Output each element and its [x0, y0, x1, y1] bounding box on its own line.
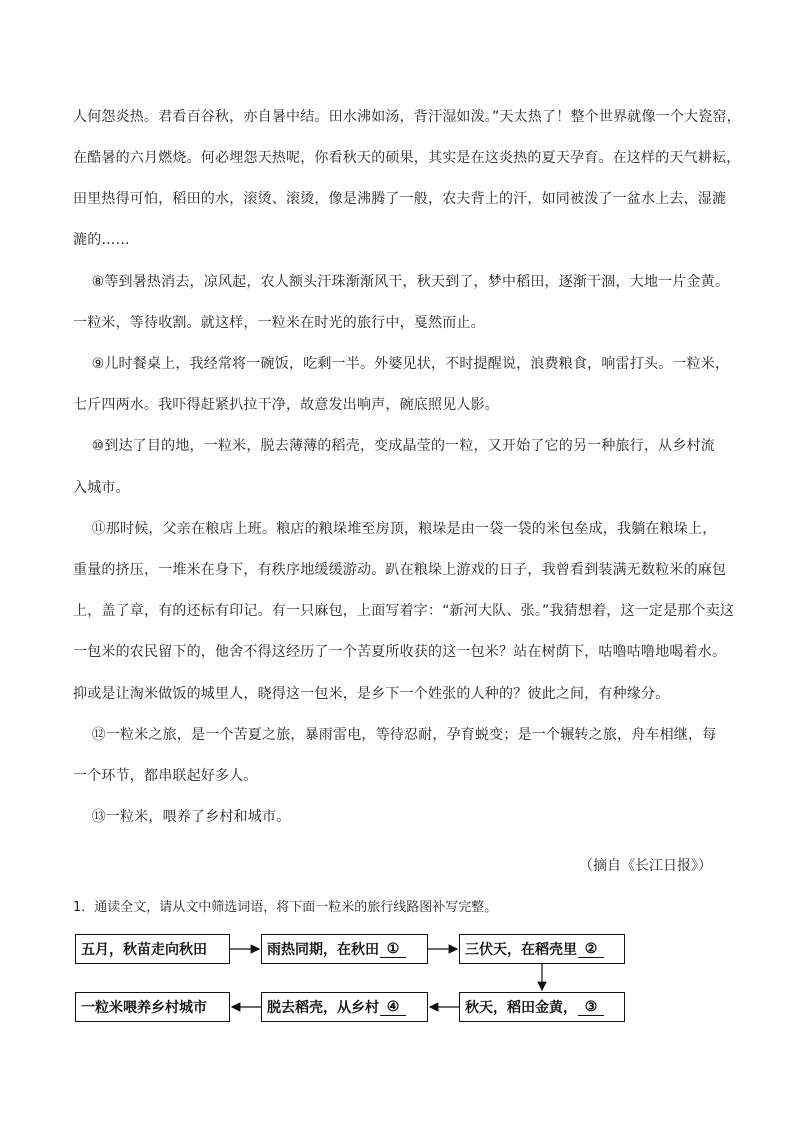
fill-blank-4[interactable]: ④	[380, 999, 406, 1016]
article-source: （摘自《长江日报》）	[579, 858, 712, 874]
flow-box-label: 五月，秋苗走向秋田	[81, 942, 207, 958]
article-line: ⑧等到暑热消去，凉风起，农人额头汗珠渐渐风干，秋天到了，梦中稻田，逐渐干涸，大地一片金黄。	[73, 274, 730, 290]
flow-box-label: 脱去稻壳，从乡村	[267, 1000, 379, 1016]
article-line: ⑪那时候，父亲在粮店上班。粮店的粮垛堆至房顶，粮垛是由一袋一袋的米包垒成，我躺在粮垛上，	[73, 521, 717, 537]
article-line: 七斤四两水。我吓得赶紧扒拉干净，故意发出响声，碗底照见人影。	[73, 397, 499, 413]
article-line: 一粒米，等待收割。就这样，一粒米在时光的旅行中，戛然而止。	[73, 315, 485, 331]
article-line: 漉的……	[73, 232, 130, 248]
article-line: 上，盖了章，有的还标有印记。有一只麻包，上面写着字：“新河大队、张。”我猜想着，这一定是那个卖这	[73, 603, 735, 619]
flow-box-label: 三伏天，在稻壳里	[465, 942, 577, 958]
article-line: ⑩到达了目的地，一粒米，脱去薄薄的稻壳，变成晶莹的一粒，又开始了它的另一种旅行，从乡村流	[73, 438, 715, 454]
article-line: 人何怨炎热。君看百谷秋，亦自暑中结。田水沸如汤，背汗湿如泼。”天太热了！整个世界就像一个大瓷窑，	[73, 109, 741, 125]
article-line: 一个环节，都串联起好多人。	[73, 768, 258, 784]
article-line: 田里热得可怕，稻田的水，滚烫、滚烫，像是沸腾了一般，农夫背上的汗，如同被泼了一盆水上去，湿漉	[73, 191, 727, 207]
flow-box-label: 一粒米喂养乡村城市	[81, 1000, 207, 1016]
article-line: 入城市。	[73, 480, 130, 496]
article-line: 重量的挤压，一堆米在身下，有秩序地缓缓游动。趴在粮垛上游戏的日子，我曾看到装满无数粒米的麻包	[73, 562, 727, 578]
fill-blank-3[interactable]: ③	[578, 999, 604, 1016]
flow-box-label: 秋天，稻田金黄，	[465, 1000, 577, 1016]
flow-box-label: 雨热同期，在秋田	[267, 942, 379, 958]
article-line: 在酷暑的六月燃烧。何必埋怨天热呢，你看秋天的硕果，其实是在这炎热的夏天孕育。在这样的天气耕耘，	[73, 150, 741, 166]
fill-blank-1[interactable]: ①	[380, 941, 406, 958]
article-line: 一包米的农民留下的，他舍不得这经历了一个苦夏所收获的这一包米？站在树荫下，咕噜咕噜地喝着水。	[73, 644, 727, 660]
article-line: ⑨儿时餐桌上，我经常将一碗饭，吃剩一半。外婆见状，不时提醒说，浪费粮食，响雷打头。一粒米，	[73, 356, 730, 372]
article-line: ⑫一粒米之旅，是一个苦夏之旅，暴雨雷电，等待忍耐，孕育蜕变；是一个辗转之旅，舟车相继，每	[73, 727, 717, 743]
article-line: 抑或是让淘米做饭的城里人，晓得这一包米，是乡下一个姓张的人种的？彼此之间，有种缘分。	[73, 686, 670, 702]
question-text: 1．通读全文，请从文中筛选词语，将下面一粒米的旅行线路图补写完整。	[73, 900, 498, 915]
article-line: ⑬一粒米，喂养了乡村和城市。	[73, 809, 291, 825]
fill-blank-2[interactable]: ②	[578, 941, 604, 958]
